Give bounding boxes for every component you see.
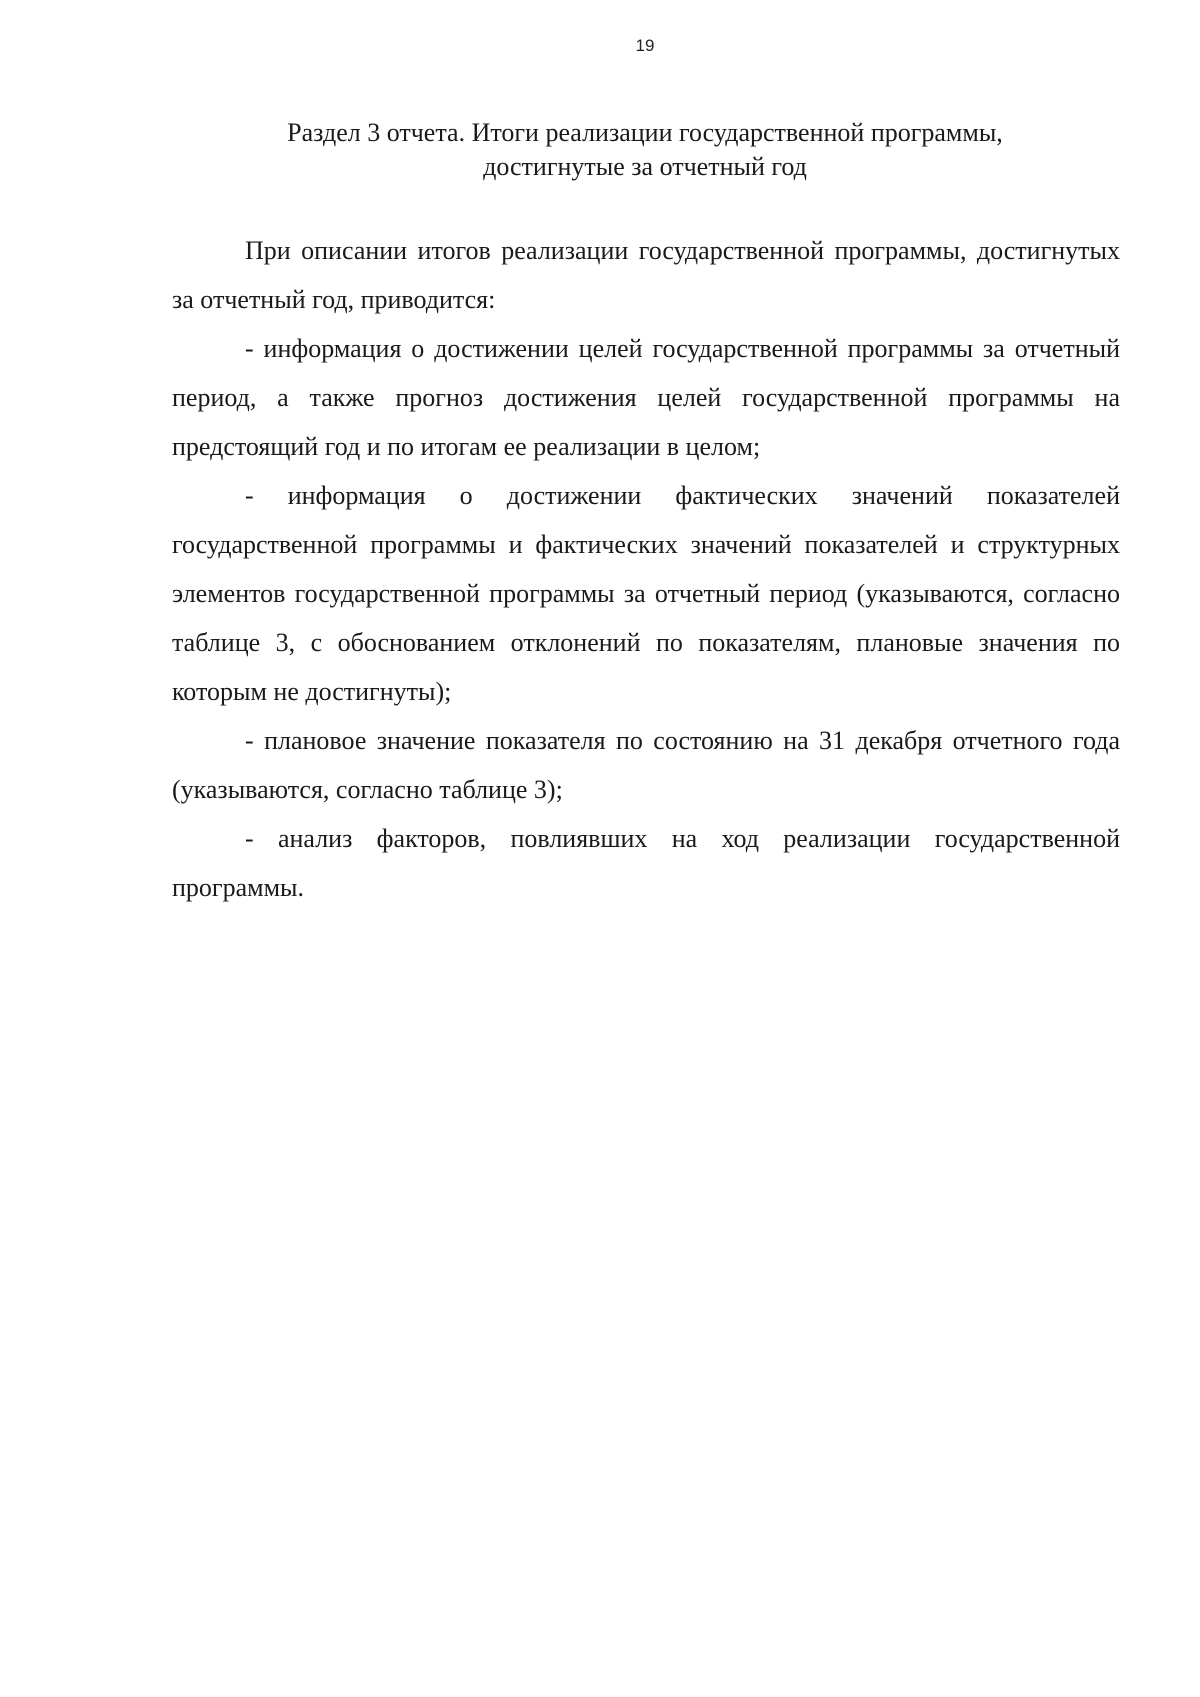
section-title-line-2: достигнутые за отчетный год — [483, 152, 807, 181]
list-item-goals: - информация о достижении целей государственной программы за отчетный период, а также прогноз достижения целей государственной программы на предстоящий год и по итогам ее реализации в целом; — [172, 334, 1120, 461]
body-text — [172, 226, 1120, 912]
section-title-line-1: Раздел 3 отчета. Итоги реализации государственной программы, — [287, 118, 1003, 147]
list-item-factors-analysis: - анализ факторов, повлиявших на ход реализации государственной программы. — [172, 824, 1120, 902]
intro-paragraph: При описании итогов реализации государственной программы, достигнутых за отчетный год, приводится: — [172, 236, 1120, 314]
section-title — [250, 116, 1040, 184]
list-item-indicators: - информация о достижении фактических значений показателей государственной программы и фактических значений показателей и структурных элементов государственной программы за отчетный период (указываются, согласно таблице 3, с обоснованием отклонений по показателям, плановые значения по которым не достигнуты); — [172, 481, 1120, 706]
page-number: 19 — [635, 36, 655, 55]
list-item-planned-value: - плановое значение показателя по состоянию на 31 декабря отчетного года (указываются, согласно таблице 3); — [172, 726, 1120, 804]
